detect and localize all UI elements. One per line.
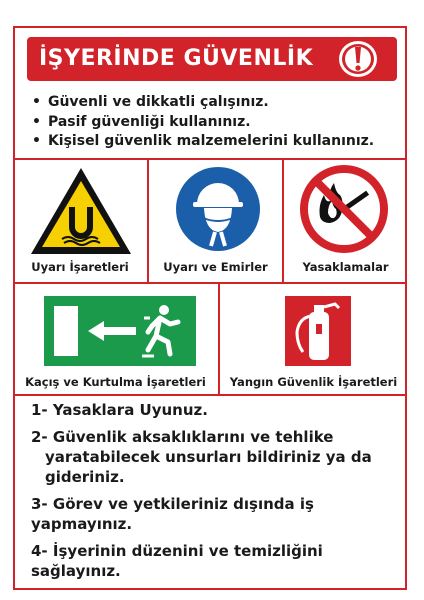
- rule-text: Güvenlik aksaklıklarını ve tehlike: [52, 428, 334, 446]
- bullet-list: [32, 93, 402, 152]
- helmet-mandatory-icon: [175, 166, 261, 252]
- fire-extinguisher-icon: [285, 296, 351, 366]
- bullet-item: • Güvenli ve dikkatli çalışınız.: [32, 93, 402, 113]
- exit-signs-label: Kaçış ve Kurtulma İşaretleri: [25, 375, 206, 389]
- divider: [13, 394, 407, 396]
- rule-item: [31, 400, 403, 420]
- rule-number: 4-: [31, 542, 48, 560]
- rule-number: 1-: [31, 401, 48, 419]
- warning-signs-label: Uyarı İşaretleri: [31, 260, 129, 274]
- emergency-exit-icon: [44, 296, 196, 366]
- rule-item: [31, 541, 403, 581]
- rule-text-continued: yaratabilecek unsurları bildiriniz ya da: [45, 448, 372, 466]
- rules-list: [31, 400, 403, 588]
- divider: [13, 282, 407, 284]
- divider: [13, 158, 407, 160]
- rule-number: 2-: [31, 428, 48, 446]
- bullet-item: • Kişisel güvenlik malzemelerini kullanınız.: [32, 132, 402, 152]
- rule-text: İşyerinin düzenini ve temizliğini sağlayınız.: [31, 542, 323, 580]
- header-banner: [27, 37, 397, 81]
- no-fire-icon: [300, 165, 388, 253]
- rule-text: Yasaklara Uyunuz.: [52, 401, 208, 419]
- page-title: İŞYERİNDE GÜVENLİK: [39, 46, 314, 71]
- rule-number: 3-: [31, 495, 48, 513]
- bullet-item: • Pasif güvenliği kullanınız.: [32, 113, 402, 133]
- rule-text: Görev ve yetkileriniz dışında iş yapmayınız.: [31, 495, 314, 533]
- exclamation-icon: [337, 39, 379, 79]
- rule-text-continued: gideriniz.: [45, 468, 125, 486]
- rule-item: [31, 427, 403, 487]
- magnet-warning-icon: [28, 165, 134, 257]
- fire-signs-label: Yangın Güvenlik İşaretleri: [229, 375, 398, 389]
- mandatory-signs-label: Uyarı ve Emirler: [163, 260, 268, 274]
- rule-item: [31, 494, 403, 534]
- prohibition-signs-label: Yasaklamalar: [302, 260, 389, 274]
